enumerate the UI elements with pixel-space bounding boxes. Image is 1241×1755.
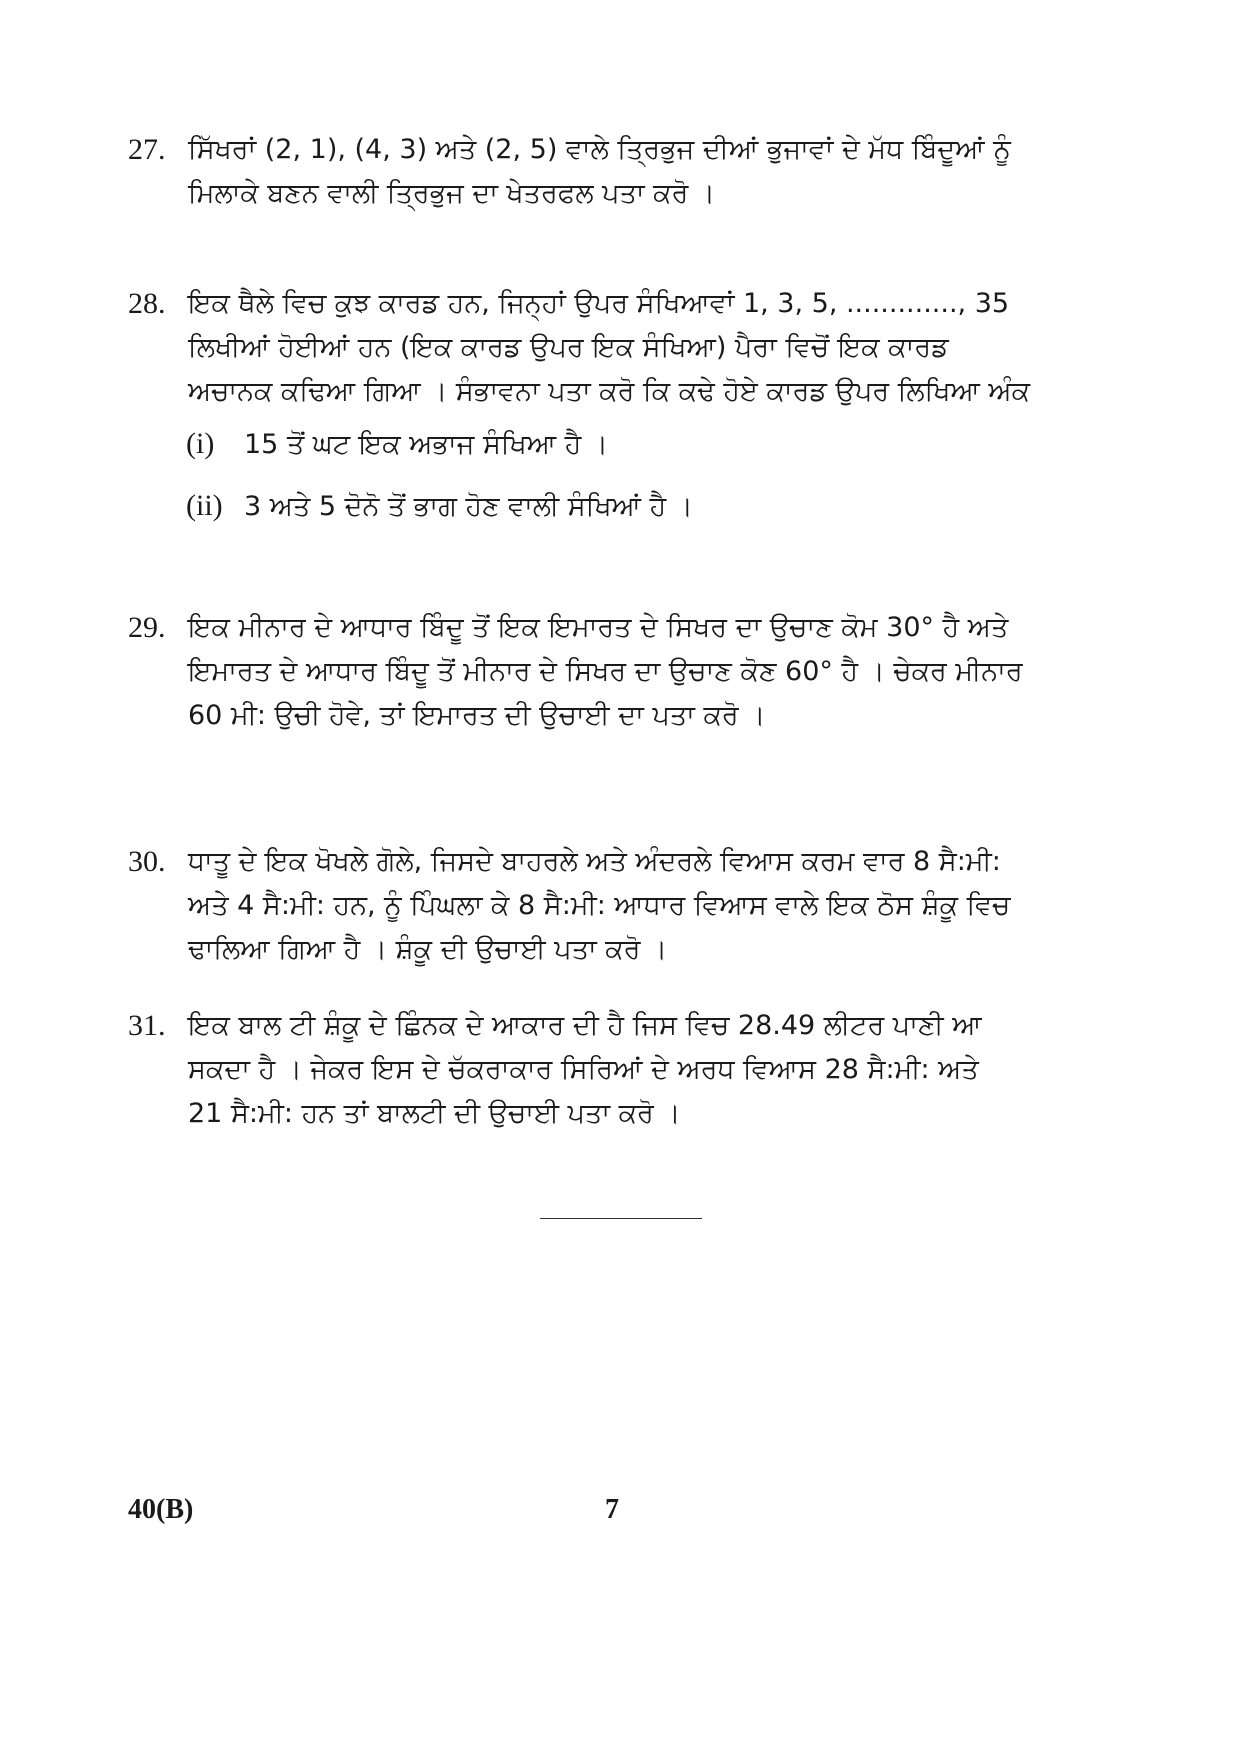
part-text: 3 ਅਤੇ 5 ਦੋਨੋ ਤੋਂ ਭਾਗ ਹੋਣ ਵਾਲੀ ਸੰਖਿਆਂ ਹੈ ।: [244, 491, 693, 522]
question-line: 60 ਮੀ: ਉਚੀ ਹੋਵੇ, ਤਾਂ ਇਮਾਰਤ ਦੀ ਉਚਾਈ ਦਾ ਪਤਾ ਕਰੋ ।: [188, 700, 766, 731]
question-text: [188, 606, 1058, 738]
question-31: [128, 1004, 1058, 1136]
end-divider: [540, 1218, 702, 1219]
page-number: 7: [605, 1494, 619, 1525]
question-29: [128, 606, 1058, 738]
question-line: ਮਿਲਾਕੇ ਬਣਨ ਵਾਲੀ ਤ੍ਰਿਭੁਜ ਦਾ ਖੇਤਰਫਲ ਪਤਾ ਕਰੋ ।: [188, 178, 716, 209]
part-label: (ii): [186, 489, 223, 522]
question-number: 29.: [128, 611, 166, 644]
question-text: [188, 840, 1058, 972]
question-number: 27.: [128, 133, 166, 166]
question-line: ਇਕ ਮੀਨਾਰ ਦੇ ਆਧਾਰ ਬਿੰਦੂ ਤੋਂ ਇਕ ਇਮਾਰਤ ਦੇ ਸਿਖਰ ਦਾ ਉਚਾਣ ਕੋਮ 30° ਹੈ ਅਤੇ: [188, 612, 1009, 643]
question-27: [128, 128, 1058, 216]
part-label: (i): [186, 427, 215, 460]
question-number: 28.: [128, 287, 166, 320]
question-number: 30.: [128, 845, 166, 878]
question-line: ਇਕ ਬਾਲ ਟੀ ਸ਼ੰਕੂ ਦੇ ਛਿੰਨਕ ਦੇ ਆਕਾਰ ਦੀ ਹੈ ਜਿਸ ਵਿਚ 28.49 ਲੀਟਰ ਪਾਣੀ ਆ: [188, 1010, 982, 1041]
question-28-part-ii: [186, 484, 693, 529]
question-line: ਲਿਖੀਆਂ ਹੋਈਆਂ ਹਨ (ਇਕ ਕਾਰਡ ਉਪਰ ਇਕ ਸੰਖਿਆ) ਪੈਰਾ ਵਿਚੋਂ ਇਕ ਕਾਰਡ: [188, 332, 949, 363]
paper-code: 40(B): [128, 1494, 194, 1525]
question-text: [188, 1004, 1058, 1136]
question-line: ਇਮਾਰਤ ਦੇ ਆਧਾਰ ਬਿੰਦੂ ਤੋਂ ਮੀਨਾਰ ਦੇ ਸਿਖਰ ਦਾ ਉਚਾਣ ਕੋਣ 60° ਹੈ । ਚੇਕਰ ਮੀਨਾਰ: [188, 656, 1023, 687]
question-line: ਅਤੇ 4 ਸੈ:ਮੀ: ਹਨ, ਨੂੰ ਪਿੰਘਲਾ ਕੇ 8 ਸੈ:ਮੀ: ਆਧਾਰ ਵਿਆਸ ਵਾਲੇ ਇਕ ਠੋਸ ਸ਼ੰਕੂ ਵਿਚ: [188, 890, 1011, 921]
part-text: 15 ਤੋਂ ਘਟ ਇਕ ਅਭਾਜ ਸੰਖਿਆ ਹੈ ।: [244, 429, 609, 460]
question-line: 21 ਸੈ:ਮੀ: ਹਨ ਤਾਂ ਬਾਲਟੀ ਦੀ ਉਚਾਈ ਪਤਾ ਕਰੋ ।: [188, 1098, 681, 1129]
question-text: [188, 282, 1058, 414]
question-line: ਅਚਾਨਕ ਕਢਿਆ ਗਿਆ । ਸੰਭਾਵਨਾ ਪਤਾ ਕਰੋ ਕਿ ਕਢੇ ਹੋਏ ਕਾਰਡ ਉਪਰ ਲਿਖਿਆ ਅੰਕ: [188, 376, 1031, 407]
question-text: [188, 128, 1058, 216]
question-number: 31.: [128, 1009, 166, 1042]
question-line: ਧਾਤੂ ਦੇ ਇਕ ਖੋਖਲੇ ਗੋਲੇ, ਜਿਸਦੇ ਬਾਹਰਲੇ ਅਤੇ ਅੰਦਰਲੇ ਵਿਆਸ ਕਰਮ ਵਾਰ 8 ਸੈ:ਮੀ:: [188, 846, 1001, 877]
question-line: ਇਕ ਥੈਲੇ ਵਿਚ ਕੁਝ ਕਾਰਡ ਹਨ, ਜਿਨ੍ਹਾਂ ਉਪਰ ਸੰਖਿਆਵਾਂ 1, 3, 5, ............., 35: [188, 288, 1010, 319]
question-30: [128, 840, 1058, 972]
question-28: [128, 282, 1058, 414]
question-line: ਸਿੱਖਰਾਂ (2, 1), (4, 3) ਅਤੇ (2, 5) ਵਾਲੇ ਤ੍ਰਿਭੁਜ ਦੀਆਂ ਭੁਜਾਵਾਂ ਦੇ ਮੱਧ ਬਿੰਦੂਆਂ ਨੂੰ: [188, 134, 1011, 165]
question-28-part-i: [186, 422, 608, 467]
question-line: ਢਾਲਿਆ ਗਿਆ ਹੈ । ਸ਼ੰਕੂ ਦੀ ਉਚਾਈ ਪਤਾ ਕਰੋ ।: [188, 934, 668, 965]
question-line: ਸਕਦਾ ਹੈ । ਜੇਕਰ ਇਸ ਦੇ ਚੱਕਰਾਕਾਰ ਸਿਰਿਆਂ ਦੇ ਅਰਧ ਵਿਆਸ 28 ਸੈ:ਮੀ: ਅਤੇ: [188, 1054, 979, 1085]
